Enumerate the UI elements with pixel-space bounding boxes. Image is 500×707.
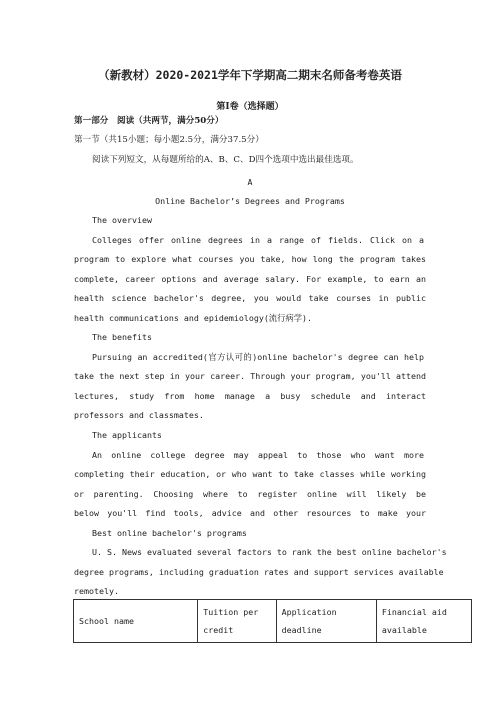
exam-title: （新教材）2020-2021学年下学期高二期末名师备考卷英语 (98, 68, 402, 82)
overview-line: complete, career options and average salary. For example, to earn an (74, 274, 426, 284)
programs-heading: Best online bachelor's programs (92, 528, 247, 538)
benefits-line: lectures, study from home manage a busy schedule and interact (74, 391, 426, 401)
benefits-line: take the next step in your career. Through your program, you'll attend (74, 371, 426, 381)
header-financial-aid: Financial aid available (376, 600, 471, 643)
overview-line: health communications and epidemiology(流行病学). (74, 313, 312, 323)
overview-heading: The overview (92, 215, 152, 225)
programs-line: remotely. (74, 586, 119, 596)
table-header-row (74, 600, 472, 643)
applicants-line: below you'll find tools, advice and other resources to make your (74, 508, 426, 518)
header-tuition: Tuition per credit (198, 600, 276, 643)
overview-line: program to explore what courses you take, how long the program takes (74, 254, 426, 264)
instructions: 阅读下列短文，从每题所给的A、B、C、D四个选项中选出最佳选项。 (92, 155, 359, 165)
applicants-line: An online college degree may appeal to those who want more (92, 450, 424, 460)
volume-heading: 第Ⅰ卷（选择题） (216, 102, 284, 112)
header-school-name: School name (74, 600, 198, 643)
overview-line: Colleges offer online degrees in a range of fields. Click on a (92, 235, 424, 245)
programs-line: U. S. News evaluated several factors to rank the best online bachelor's (92, 547, 447, 557)
programs-line: degree programs, including graduation rates and support services available (74, 567, 444, 577)
benefits-heading: The benefits (92, 332, 152, 342)
passage-title: Online Bachelor’s Degrees and Programs (155, 196, 345, 206)
benefits-line: Pursuing an accredited(官方认可的)online bachelor's degree can help (92, 352, 424, 362)
applicants-line: or parenting. Choosing where to register online will likely be (74, 489, 426, 499)
header-deadline: Application deadline (276, 600, 376, 643)
benefits-line: professors and classmates. (74, 410, 204, 420)
passage-letter: A (247, 177, 253, 187)
applicants-heading: The applicants (92, 430, 162, 440)
subsection-heading: 第一节（共15小题；每小题2.5分，满分37.5分） (74, 135, 264, 145)
overview-line: health science bachelor's degree, you would take courses in public (74, 293, 426, 303)
applicants-line: completing their education, or who want to take classes while working (74, 469, 426, 479)
programs-table (73, 599, 472, 643)
part-heading: 第一部分 阅读（共两节，满分50分） (74, 116, 224, 126)
